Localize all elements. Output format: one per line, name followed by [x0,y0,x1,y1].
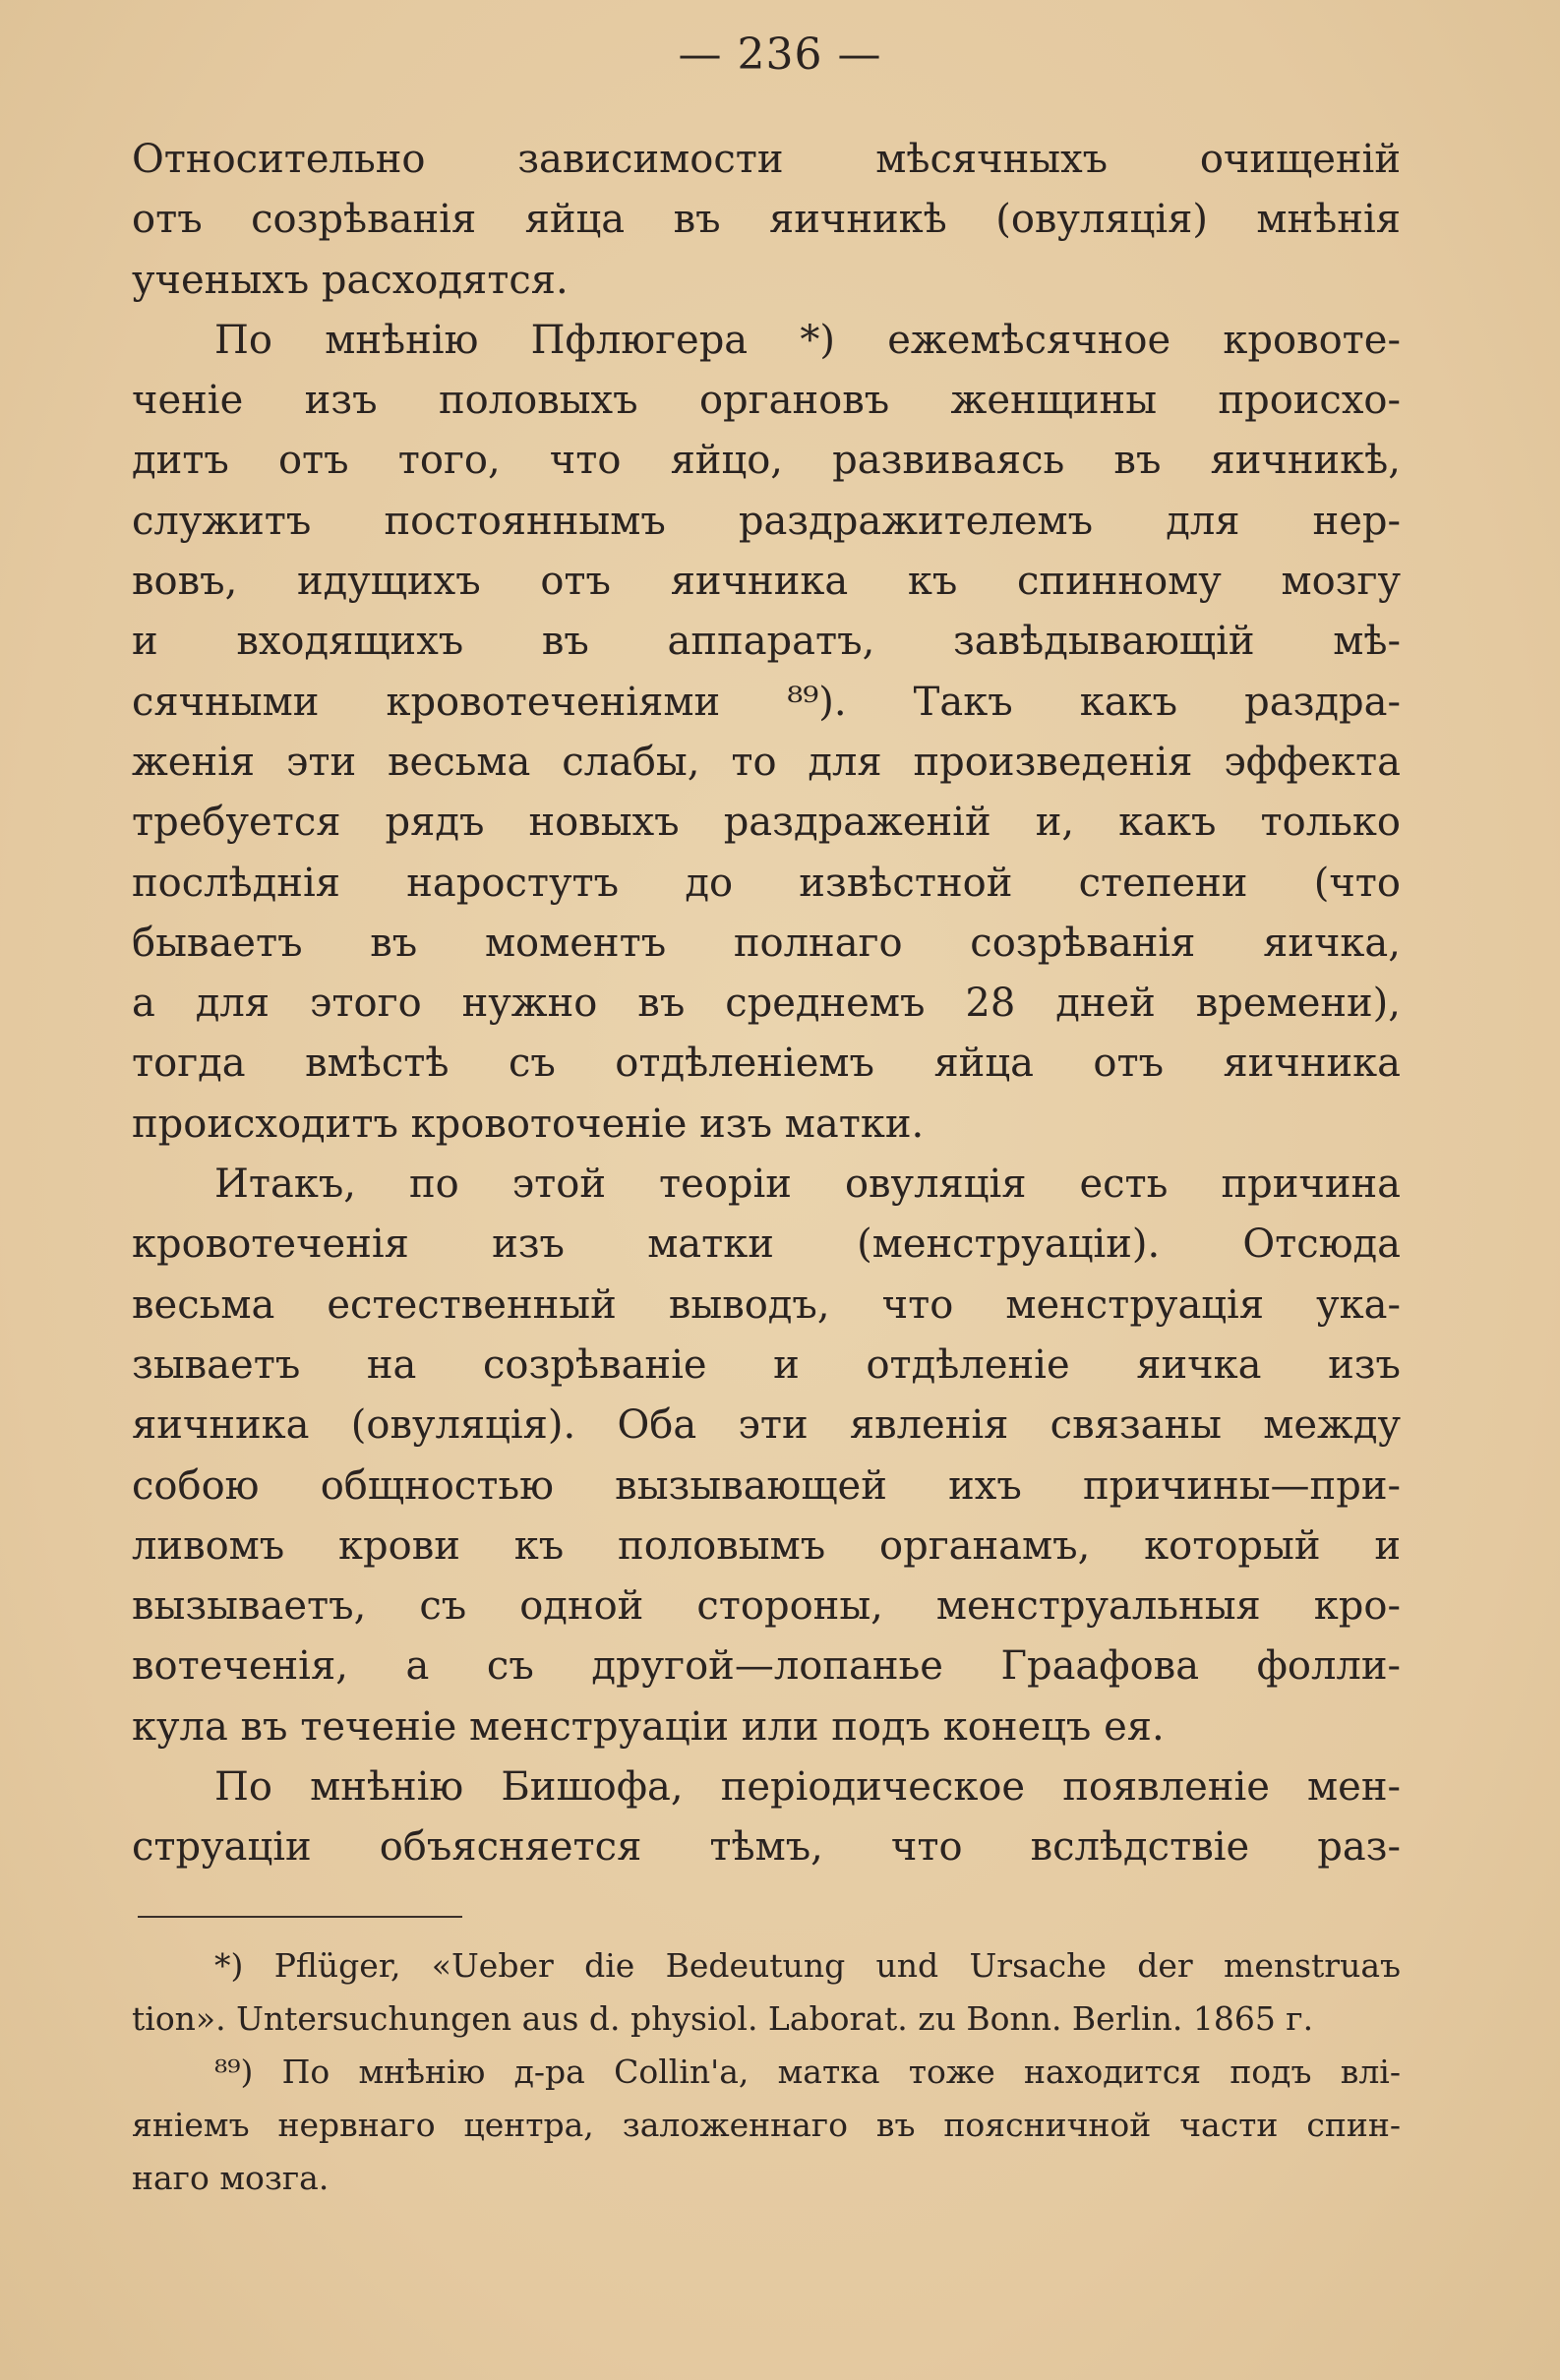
text-line: и входящихъ въ аппаратъ, завѣдывающій мѣ- [132,619,1401,665]
text-line: вовъ, идущихъ отъ яичника къ спинному мозгу [132,559,1401,605]
text-line: ученыхъ расходятся. [132,257,569,303]
text-line: вызываетъ, съ одной стороны, менструальныя кро- [132,1583,1401,1630]
text-line: служитъ постояннымъ раздражителемъ для нер- [132,498,1401,544]
text-line: требуется рядъ новыхъ раздраженій и, какъ только [132,800,1401,846]
footnote-line: ⁸⁹) По мнѣнію д-ра Collin'а, матка тоже находится подъ влі- [214,2053,1401,2091]
text-line: весьма естественный выводъ, что менструація ука- [132,1281,1401,1328]
text-line: По мнѣнію Пфлюгера *) ежемѣсячное кровоте- [214,317,1401,363]
text-line: Итакъ, по этой теоріи овуляція есть причина [214,1161,1401,1208]
text-line: тогда вмѣстѣ съ отдѣленіемъ яйца отъ яичника [132,1041,1401,1087]
page-number: — 236 — [678,30,882,80]
footnote-line: наго мозга. [132,2159,330,2197]
text-line: кровотеченія изъ матки (менструаціи). Отсюда [132,1221,1401,1268]
text-line: зываетъ на созрѣваніе и отдѣленіе яичка изъ [132,1341,1401,1388]
footnote-line: *) Pflüger, «Ueber die Bedeutung und Ursache der menstruaъ [214,1946,1401,1985]
text-line: происходитъ кровоточеніе изъ матки. [132,1101,925,1147]
text-line: отъ созрѣванія яйца въ яичникѣ (овуляція) мнѣнія [132,197,1401,243]
text-line: дитъ отъ того, что яйцо, развиваясь въ яичникѣ, [132,438,1401,484]
footnote-line: яніемъ нервнаго центра, заложеннаго въ поясничной части спин- [132,2106,1401,2144]
text-line: кула въ теченіе менструаціи или подъ конецъ ея. [132,1703,1165,1750]
footnote-divider [138,1916,462,1918]
text-line: послѣднія наростутъ до извѣстной степени (что [132,860,1401,906]
text-line: По мнѣнію Бишофа, періодическое появленіе мен- [214,1764,1401,1811]
text-line: вотеченія, а съ другой—лопанье Граафова фолли- [132,1643,1401,1690]
text-line: собою общностью вызывающей ихъ причины—при- [132,1462,1401,1509]
text-line: Относительно зависимости мѣсячныхъ очищеній [132,137,1401,182]
text-line: яичника (овуляція). Оба эти явленія связаны между [132,1402,1401,1449]
footnotes [132,1939,1401,2205]
body-text [132,130,1401,1878]
text-line: ченіе изъ половыхъ органовъ женщины происхо- [132,378,1401,424]
text-line: женія эти весьма слабы, то для произведенія эффекта [132,739,1401,785]
text-line: ливомъ крови къ половымъ органамъ, который и [132,1522,1401,1569]
text-line: сячными кровотеченіями ⁸⁹). Такъ какъ раздра- [132,679,1401,725]
text-line: бываетъ въ моментъ полнаго созрѣванія яичка, [132,920,1401,966]
text-line: а для этого нужно въ среднемъ 28 дней времени), [132,981,1401,1027]
footnote-line: tion». Untersuchungen aus d. physiol. Laborat. zu Bonn. Berlin. 1865 г. [132,1999,1314,2038]
text-line: струаціи объясняется тѣмъ, что вслѣдствіе раз- [132,1824,1401,1871]
